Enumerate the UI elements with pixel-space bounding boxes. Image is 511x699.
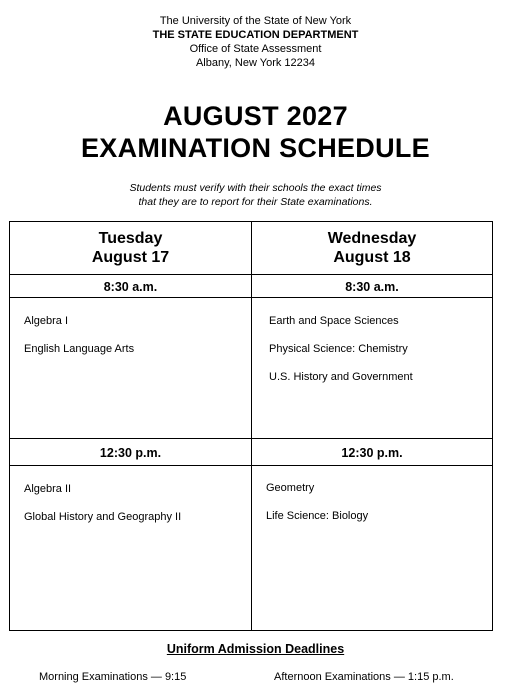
exam-english-language-arts: English Language Arts: [24, 343, 135, 355]
weekday-label: Tuesday: [98, 230, 163, 247]
exam-life-science-biology: Life Science: Biology: [266, 510, 369, 522]
afternoon-deadline: Afternoon Examinations — 1:15 p.m.: [274, 671, 454, 683]
verify-note-line-1: Students must verify with their schools the exact times: [129, 182, 382, 194]
verify-note: [0, 181, 511, 209]
date-label: August 17: [91, 249, 170, 266]
row-divider-afternoon-time: [10, 465, 492, 466]
exam-physical-science-chemistry: Physical Science: Chemistry: [269, 343, 408, 355]
morning-time-wednesday: 8:30 a.m.: [345, 280, 399, 294]
row-divider-morning: [10, 438, 492, 439]
deadlines-title: Uniform Admission Deadlines: [166, 642, 345, 656]
title-line-1: AUGUST 2027: [163, 101, 348, 131]
university-name: The University of the State of New York: [159, 15, 352, 27]
office-name: Office of State Assessment: [189, 43, 322, 55]
agency-header: [0, 14, 511, 70]
schedule-table: [9, 221, 493, 631]
exam-global-history: Global History and Geography II: [24, 511, 182, 523]
department-name: THE STATE EDUCATION DEPARTMENT: [152, 29, 359, 41]
row-divider-header: [10, 274, 492, 275]
verify-note-line-2: that they are to report for their State examinations.: [138, 196, 373, 208]
exam-algebra-2: Algebra II: [24, 483, 72, 495]
row-divider-morning-time: [10, 297, 492, 298]
morning-time-tuesday: 8:30 a.m.: [103, 280, 158, 294]
exam-earth-space-sciences: Earth and Space Sciences: [269, 315, 399, 327]
day-header-tuesday: [10, 229, 251, 267]
morning-deadline: Morning Examinations — 9:15: [39, 671, 187, 683]
page-title: [0, 100, 511, 164]
exam-algebra-1: Algebra I: [24, 315, 69, 327]
exam-us-history: U.S. History and Government: [269, 371, 413, 383]
date-label: August 18: [333, 249, 411, 266]
exam-geometry: Geometry: [266, 482, 315, 494]
title-line-2: EXAMINATION SCHEDULE: [80, 133, 430, 163]
afternoon-time-wednesday: 12:30 p.m.: [341, 446, 403, 460]
weekday-label: Wednesday: [327, 230, 417, 247]
day-header-wednesday: [252, 229, 492, 267]
afternoon-time-tuesday: 12:30 p.m.: [99, 446, 162, 460]
office-address: Albany, New York 12234: [195, 57, 316, 69]
